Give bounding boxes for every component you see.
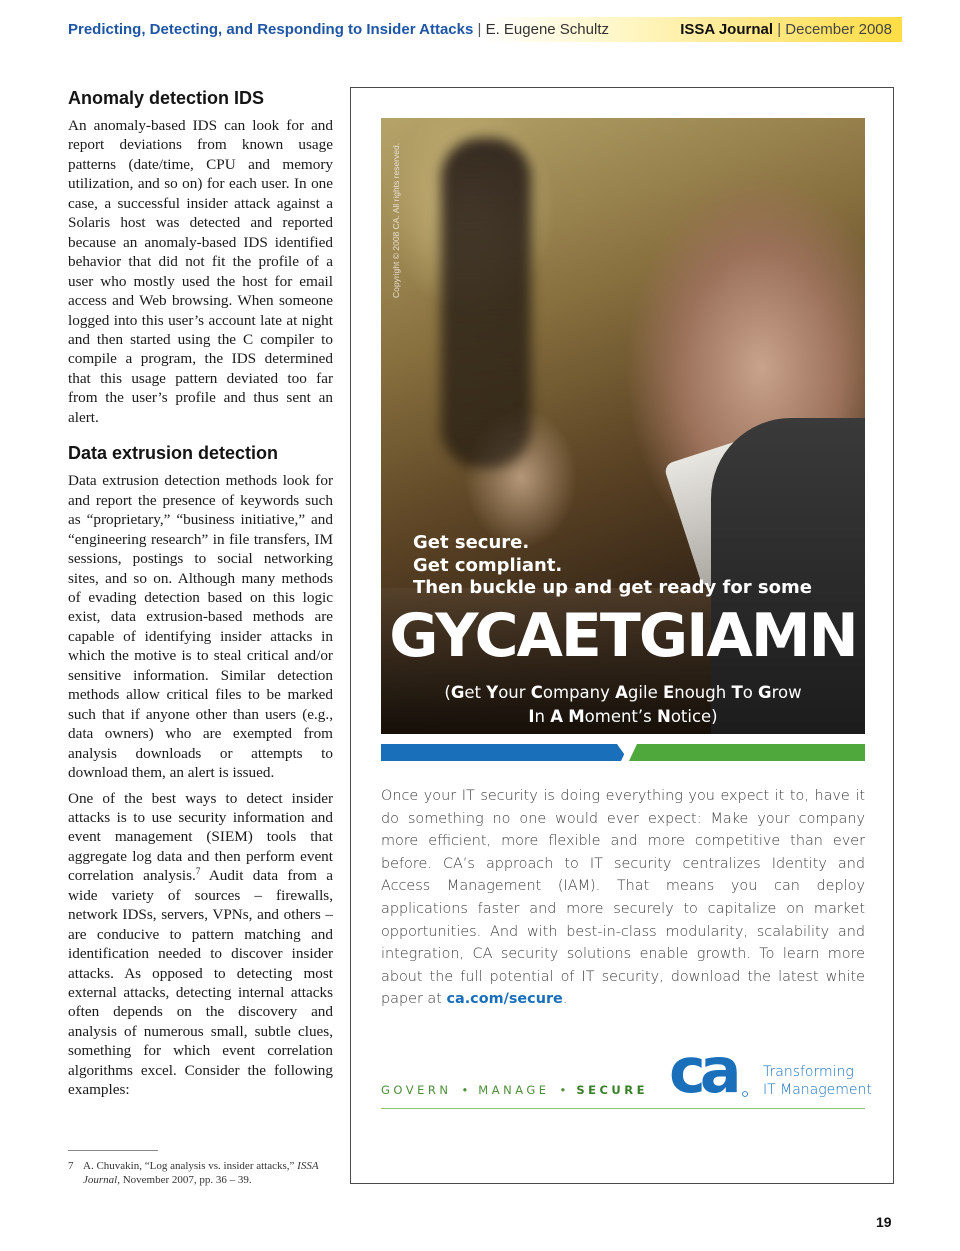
photo-background-figure [441,138,531,468]
ca-advertisement [350,87,894,1184]
ad-body-text: Once your IT security is doing everything you expect it to, have it do something no one would ever expect: Make your company more efficient, more flexible and more competitive than ever before. CA’s approach to IT security centralizes Identity and Access Management (IAM). That means you can deploy applications faster and more securely to capitalize on market opportunities. And with best-in-class modularity, scalability and integration, CA security solutions enable growth. To learn more about the full potential of IT security, download the latest white paper at [381,788,865,1008]
expansion-line-1 [381,681,865,705]
section-heading-extrusion: Data extrusion detection [68,443,279,464]
expansion-line-1-part-0: ( [444,683,451,702]
paragraph-extrusion: Data extrusion detection methods look for and report the presence of keywords such as “proprietary,” “business initiative,” and “engineering research” in file transfers, IM sessions, postings to social networking sites, and so on. Although many methods of evading detection based on this logic exist, data extrusion-based methods are capable of identifying insider attacks in which the motive is to steal critical and/or sensitive information. Similar detection methods allow critical files to be marked such that if anyone other than users (e.g., data owners) who are exempted from analysis downloads or attempts to download them, an alert is issued. [68,472,333,782]
footnote [68,1159,333,1187]
word-manage: MANAGE [478,1083,550,1097]
expansion-line-1-part-3: Y [486,683,499,702]
paragraph-anomaly: An anomaly-based IDS can look for and report deviations from known usage patterns (date/time, CPU and memory utilization, and so on) for each user. In one case, a successful insider attack against a Solaris host was detected and reported because an anomaly-based IDS identified behavior that did not fit the profile of a user who mostly used the host for email access and Web browsing. When someone logged into this user’s account late at night and then started using the C compiler to compile a program, the IDS determined that this usage pattern deviated too far from the user’s profile and thus sent an alert. [68,117,333,426]
govern-manage-secure [381,1083,648,1097]
article-column [68,88,333,1100]
expansion-line-2-part-4: M [568,707,585,726]
section-heading-anomaly: Anomaly detection IDS [68,88,265,108]
ad-color-bar [381,744,865,761]
footnote-ref[interactable]: 7 [195,866,201,877]
paragraph-siem-b: Audit data from a wide variety of sources – firewalls, network IDSs, servers, VPNs, and others – are conducive to pattern matching and identification needed to discover insider attacks. As opposed to detecting most external attacks, detecting internal attacks often depends on the discovery and analysis of numerous small, subtle clues, something for which event correlation algorithms excel. Consider the following examples: [68,867,333,1099]
expansion-line-1-part-1: G [450,683,465,702]
ca-logo-letters: ca [669,1046,736,1098]
expansion-line-2-part-0: I [528,707,535,726]
header-separator: | [473,21,486,38]
footnote-rule [68,1150,158,1151]
ad-acronym: GYCAETGIAMN [389,601,857,671]
footnote-number: 7 [68,1160,74,1172]
ad-photo [381,118,865,734]
word-govern: GOVERN [381,1083,452,1097]
expansion-line-1-part-8: gile [627,683,663,702]
paragraph-siem [68,789,333,1100]
expansion-line-1-part-2: et [464,683,487,702]
expansion-line-2-part-5: oment’s [584,707,657,726]
footnote-text [83,1159,333,1187]
ad-body-copy [381,785,865,1011]
header-left [68,21,609,38]
paragraph-siem-a: One of the best ways to detect insider attacks is to use security information and event management (SIEM) tools that aggregate log data and then perform event correlation analysis. [68,789,333,885]
ad-body-end: . [562,991,568,1008]
ad-copyright: Copyright © 2008 CA. All rights reserved. [391,142,401,298]
expansion-line-2 [381,705,865,729]
header-article-title: Predicting, Detecting, and Responding to Insider Attacks [68,21,474,38]
color-bar-green [629,744,865,761]
page-number: 19 [876,1214,892,1230]
expansion-line-1-part-6: ompany [542,683,616,702]
ca-tagline [763,1063,872,1099]
header-right [680,21,892,38]
header-date: December 2008 [785,21,892,38]
word-secure: SECURE [576,1083,648,1097]
tagline-line-2: Get compliant. [413,554,563,576]
expansion-line-1-part-12: o [742,683,759,702]
color-bar-blue [381,744,629,761]
expansion-line-1-part-13: G [758,683,772,702]
expansion-line-1-part-7: A [615,683,628,702]
ad-url-link[interactable]: ca.com/secure [446,991,563,1008]
dot-separator-1: • [461,1083,469,1097]
ca-tagline-line-2: IT Management [763,1082,872,1098]
running-header [62,17,902,42]
footnote-text-a: A. Chuvakin, “Log analysis vs. insider attacks,” [83,1160,298,1172]
expansion-line-1-part-11: T [731,683,743,702]
tagline-line-1: Get secure. [413,532,530,553]
ad-tagline [413,532,812,600]
dot-separator-2: • [559,1083,567,1097]
expansion-line-2-part-1: n [534,707,551,726]
ad-acronym-expansion [381,681,865,729]
expansion-line-1-part-14: row [771,683,802,702]
expansion-line-2-part-6: N [657,707,671,726]
footnote-text-b: , November 2007, pp. 36 – 39. [117,1174,252,1186]
header-journal: ISSA Journal [680,21,774,38]
expansion-line-1-part-9: E [662,683,675,702]
footnote-journal: ISSA Journal [83,1160,319,1186]
expansion-line-1-part-10: nough [674,683,732,702]
expansion-line-1-part-4: our [498,683,531,702]
ad-bottom-rule [381,1108,865,1109]
tagline-line-3: Then buckle up and get ready for some [413,577,812,598]
expansion-line-2-part-7: otice) [670,707,718,726]
header-separator-2: | [773,21,786,38]
header-author: E. Eugene Schultz [485,21,609,38]
ca-logo-icon [669,1046,749,1098]
expansion-line-1-part-5: C [530,683,543,702]
ca-tagline-line-1: Transforming [763,1064,854,1080]
expansion-line-2-part-2: A [550,707,563,726]
